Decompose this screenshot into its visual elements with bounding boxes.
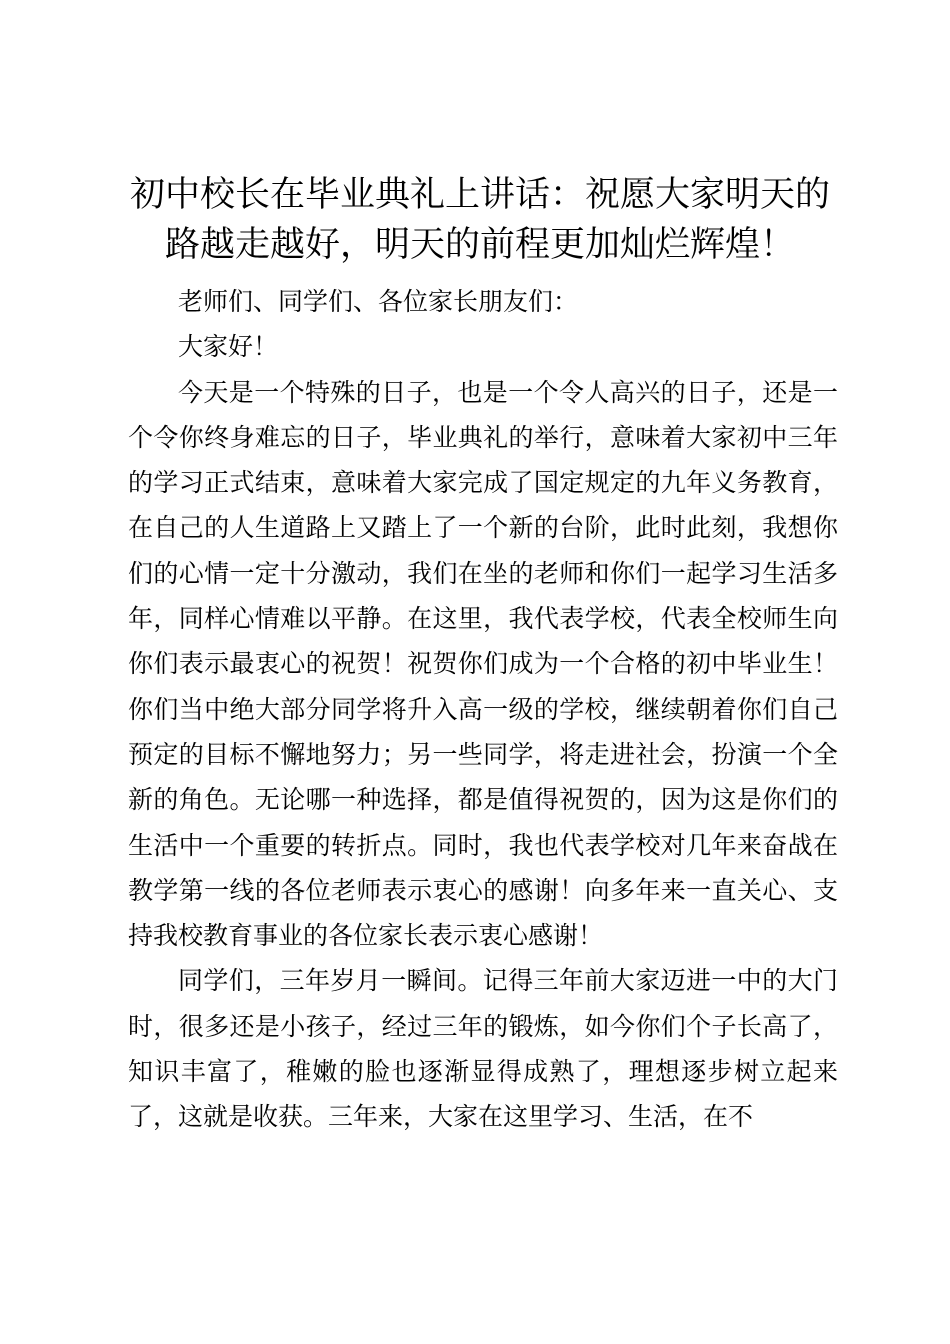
body-paragraph: 同学们，三年岁月一瞬间。记得三年前大家迈进一中的大门时，很多还是小孩子，经过三年的锻炼，如今你们个子长高了，知识丰富了，稚嫩的脸也逐渐显得成熟了，理想逐步树立起来了，这就是收获。三年来，大家在这里学习、生活，在不 xyxy=(128,966,838,1132)
document-body xyxy=(128,279,838,1140)
body-paragraph: 今天是一个特殊的日子，也是一个令人高兴的日子，还是一个令你终身难忘的日子，毕业典礼的举行，意味着大家初中三年的学习正式结束，意味着大家完成了国定规定的九年义务教育，在自己的人生道路上又踏上了一个新的台阶，此时此刻，我想你们的心情一定十分激动，我们在坐的老师和你们一起学习生活多年，同样心情难以平静。在这里，我代表学校，代表全校师生向你们表示最衷心的祝贺！祝贺你们成为一个合格的初中毕业生！你们当中绝大部分同学将升入高一级的学校，继续朝着你们自己预定的目标不懈地努力；另一些同学，将走进社会，扮演一个全新的角色。无论哪一种选择，都是值得祝贺的，因为这是你们的生活中一个重要的转折点。同时，我也代表学校对几年来奋战在教学第一线的各位老师表示衷心的感谢！向多年来一直关心、支持我校教育事业的各位家长表示衷心感谢！ xyxy=(128,377,838,951)
document-title: 初中校长在毕业典礼上讲话：祝愿大家明天的路越走越好，明天的前程更加灿烂辉煌！ xyxy=(129,175,830,265)
greeting-paragraph: 大家好！ xyxy=(178,332,279,362)
salutation-paragraph: 老师们、同学们、各位家长朋友们： xyxy=(178,287,579,316)
